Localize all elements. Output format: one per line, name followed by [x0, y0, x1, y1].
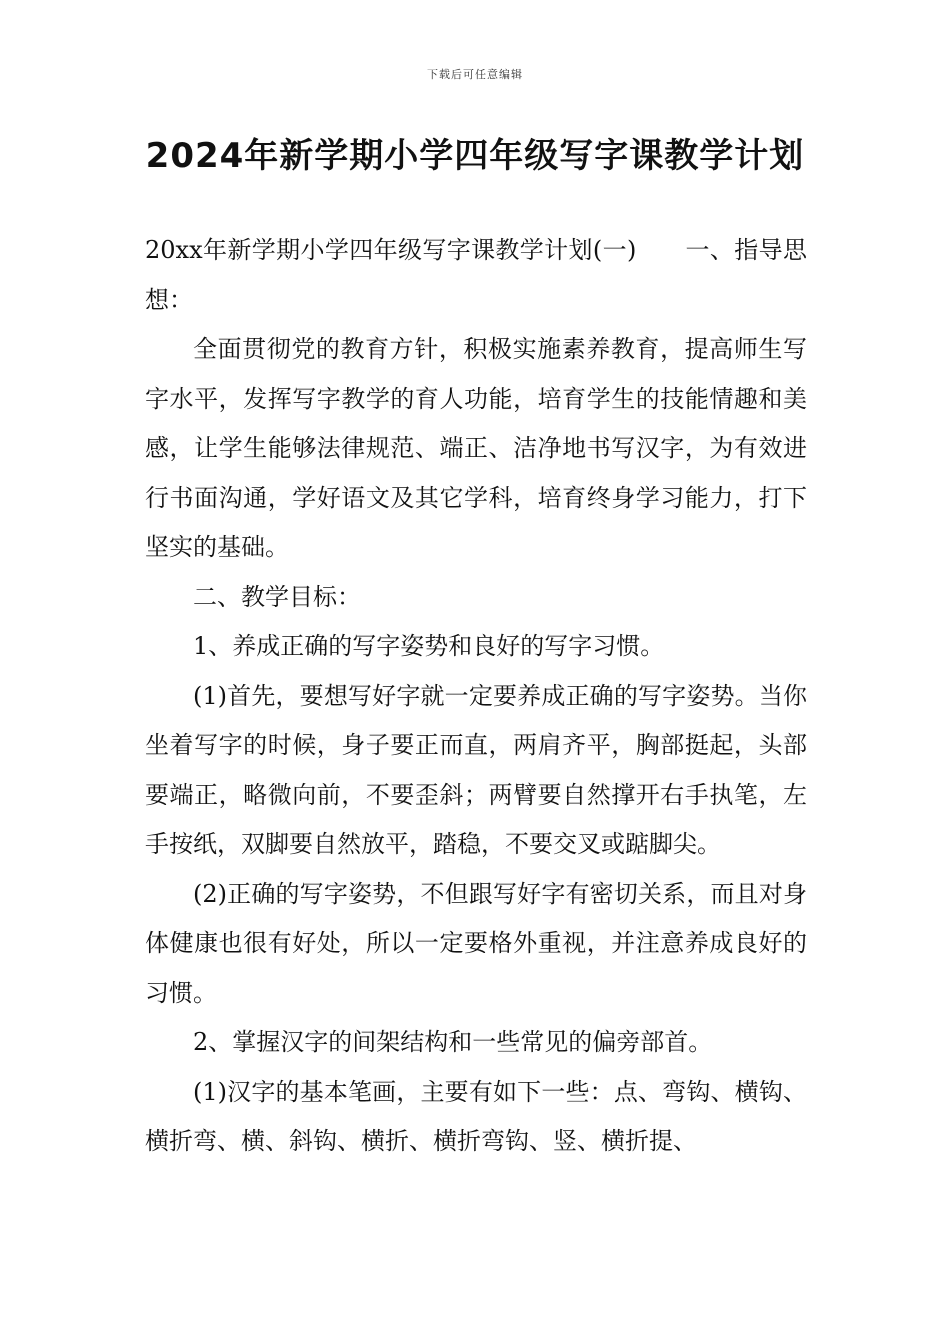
section-heading-goals: 二、教学目标： [193, 582, 361, 611]
header-note: 下载后可任意编辑 [427, 68, 523, 81]
document-body [145, 226, 807, 1167]
goal-subitem-1-2: (2)正确的写字姿势，不但跟写好字有密切关系，而且对身体健康也很有好处，所以一定要格外重视，并注意养成良好的习惯。 [145, 879, 807, 1007]
goal-item-2: 2、掌握汉字的间架结构和一些常见的偏旁部首。 [193, 1028, 713, 1056]
goal-subitem-2-1: (1)汉字的基本笔画，主要有如下一些：点、弯钩、横钩、横折弯、横、斜钩、横折、横折弯钩、竖、横折提、 [145, 1077, 807, 1155]
paragraph-guiding-idea: 全面贯彻党的教育方针，积极实施素养教育，提高师生写字水平，发挥写字教学的育人功能，培育学生的技能情趣和美感，让学生能够法律规范、端正、洁净地书写汉字，为有效进行书面沟通，学好语文及其它学科，培育终身学习能力，打下坚实的基础。 [145, 335, 807, 561]
document-title: 2024年新学期小学四年级写字课教学计划 [145, 136, 805, 176]
paragraph-intro: 20xx年新学期小学四年级写字课教学计划(一) 一、指导思想： [145, 236, 807, 314]
goal-subitem-1-1: (1)首先，要想写好字就一定要养成正确的写字姿势。当你坐着写字的时候，身子要正而直，两肩齐平，胸部挺起，头部要端正，略微向前，不要歪斜；两臂要自然撑开右手执笔，左手按纸，双脚要自然放平，踏稳，不要交叉或踮脚尖。 [145, 681, 807, 858]
goal-item-1: 1、养成正确的写字姿势和良好的写字习惯。 [193, 632, 665, 660]
